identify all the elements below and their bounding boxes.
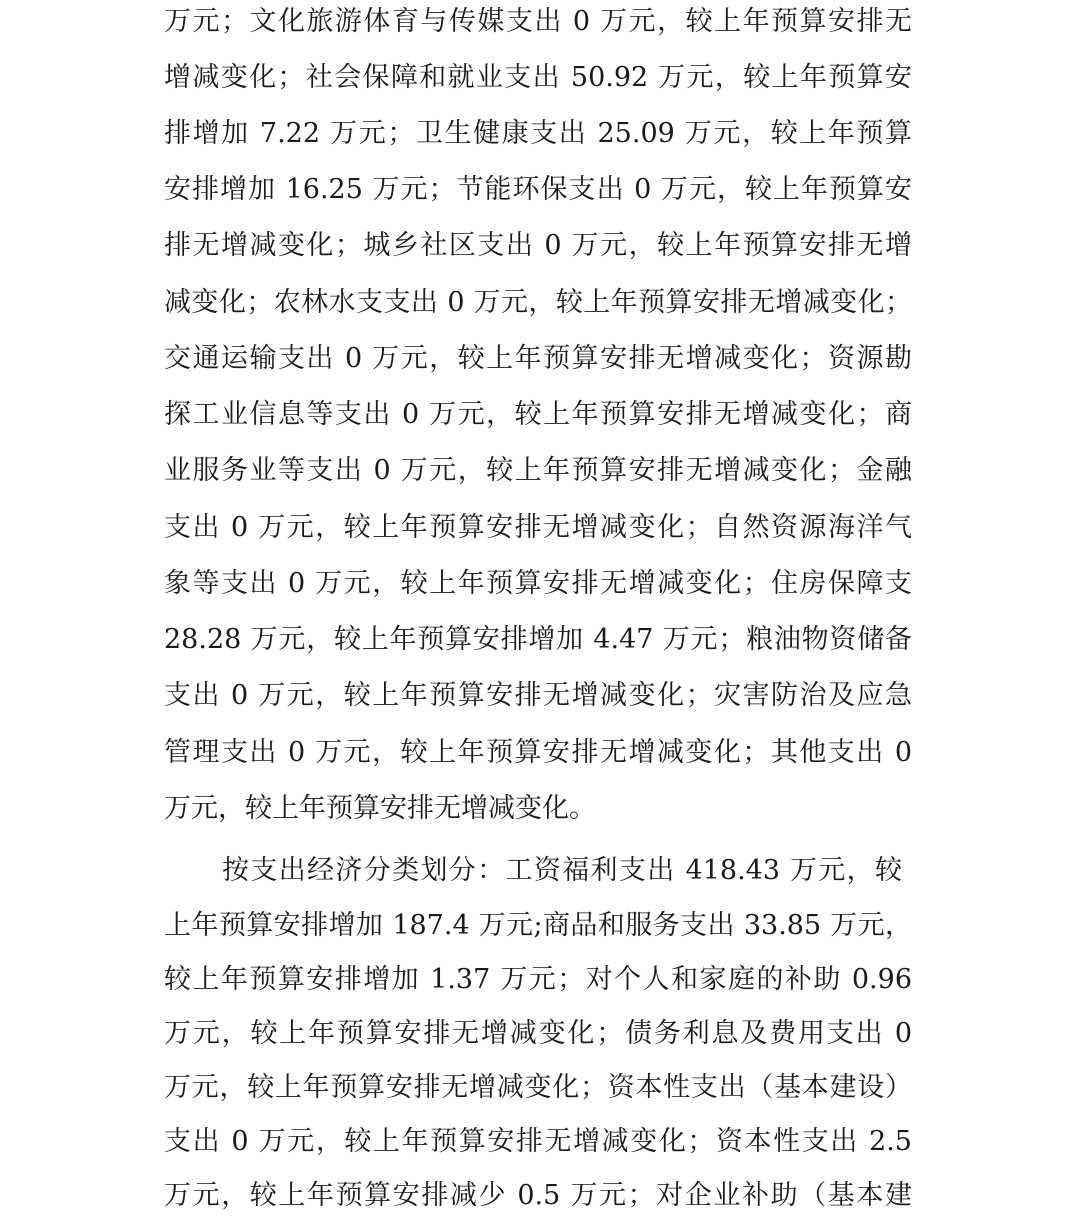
text-line: 万元，较上年预算安排无增减变化；资本性支出（基本建设） [164, 1072, 912, 1103]
text-line: 排无增减变化；城乡社区支出 0 万元，较上年预算安排无增 [164, 230, 912, 261]
text-line: 象等支出 0 万元，较上年预算安排无增减变化；住房保障支 [164, 568, 912, 599]
text-line: 上年预算安排增加 187.4 万元;商品和服务支出 33.85 万元， [164, 910, 912, 941]
text-line: 支出 0 万元，较上年预算安排无增减变化；灾害防治及应急 [164, 680, 912, 711]
text-line: 万元；文化旅游体育与传媒支出 0 万元，较上年预算安排无 [164, 6, 912, 37]
text-line: 管理支出 0 万元，较上年预算安排无增减变化；其他支出 0 [164, 737, 912, 768]
text-line: 交通运输支出 0 万元，较上年预算安排无增减变化；资源勘 [164, 343, 912, 374]
text-line: 减变化；农林水支支出 0 万元，较上年预算安排无增减变化； [164, 287, 912, 318]
text-line: 支出 0 万元，较上年预算安排无增减变化；资本性支出 2.5 [164, 1126, 912, 1157]
text-line: 万元，较上年预算安排减少 0.5 万元；对企业补助（基本建 [164, 1180, 912, 1211]
text-line: 较上年预算安排增加 1.37 万元；对个人和家庭的补助 0.96 [164, 964, 912, 995]
text-line: 万元，较上年预算安排无增减变化。 [164, 793, 596, 824]
paragraph-first-line: 按支出经济分类划分：工资福利支出 418.43 万元，较 [222, 855, 902, 886]
text-line: 业服务业等支出 0 万元，较上年预算安排无增减变化；金融 [164, 455, 912, 486]
text-line: 排增加 7.22 万元；卫生健康支出 25.09 万元，较上年预算 [164, 118, 912, 149]
text-line: 28.28 万元，较上年预算安排增加 4.47 万元；粮油物资储备 [164, 624, 912, 655]
text-line: 探工业信息等支出 0 万元，较上年预算安排无增减变化；商 [164, 399, 912, 430]
text-line: 增减变化；社会保障和就业支出 50.92 万元，较上年预算安 [164, 62, 912, 93]
text-line: 万元，较上年预算安排无增减变化；债务利息及费用支出 0 [164, 1018, 912, 1049]
text-line: 安排增加 16.25 万元；节能环保支出 0 万元，较上年预算安 [164, 174, 912, 205]
text-line: 支出 0 万元，较上年预算安排无增减变化；自然资源海洋气 [164, 512, 912, 543]
